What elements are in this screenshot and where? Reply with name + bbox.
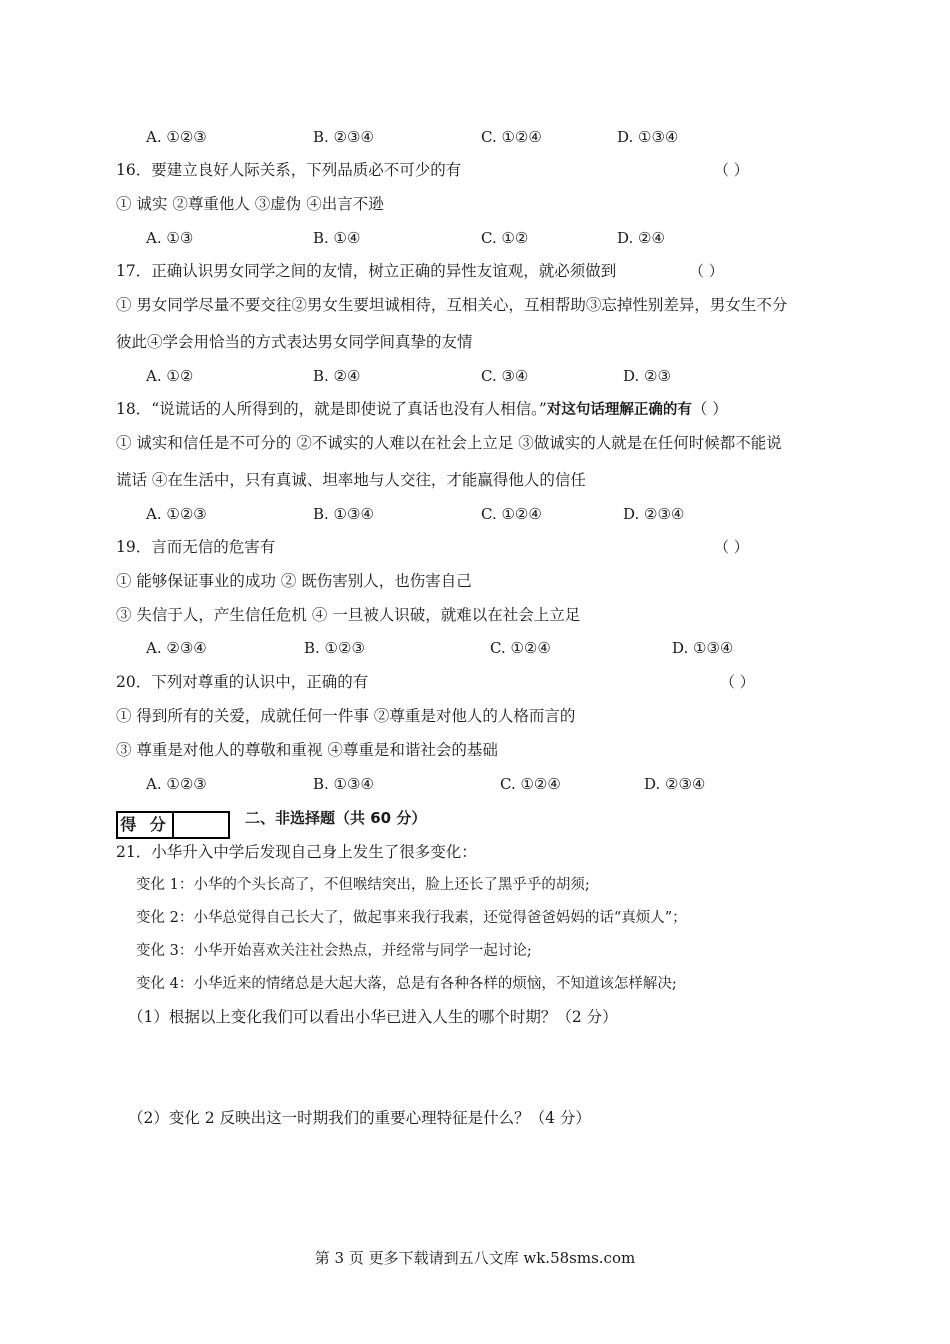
q19-answer-paren: （ ） bbox=[714, 538, 749, 556]
q19-items-line2: ③ 失信于人，产生信任危机 ④ 一旦被人识破，就难以在社会上立足 bbox=[116, 606, 581, 624]
q20-stem: 20．下列对尊重的认识中，正确的有 bbox=[116, 673, 369, 691]
q18-answer-paren: （ ） bbox=[691, 400, 728, 418]
q18-option-c: C. ①②④ bbox=[481, 505, 542, 523]
q19-option-d: D. ①③④ bbox=[672, 639, 734, 657]
q17-option-b: B. ②④ bbox=[313, 367, 361, 385]
q17-option-c: C. ③④ bbox=[481, 367, 529, 385]
q20-option-d: D. ②③④ bbox=[644, 775, 706, 793]
q21-stem: 21．小华升入中学后发现自己身上发生了很多变化： bbox=[116, 843, 477, 861]
q18-items-line1: ① 诚实和信任是不可分的 ②不诚实的人难以在社会上立足 ③做诚实的人就是在任何时候都不能说 bbox=[116, 434, 782, 452]
q18-items-line2: 谎话 ④在生活中，只有真诚、坦率地与人交往，才能赢得他人的信任 bbox=[116, 471, 586, 489]
q15-option-a: A. ①②③ bbox=[146, 128, 207, 146]
q15-option-c: C. ①②④ bbox=[481, 128, 542, 146]
q19-items-line1: ① 能够保证事业的成功 ② 既伤害别人，也伤害自己 bbox=[116, 572, 472, 590]
q21-change-1: 变化 1：小华的个头长高了，不但喉结突出，脸上还长了黑乎乎的胡须; bbox=[136, 877, 590, 893]
q16-option-b: B. ①④ bbox=[313, 229, 361, 247]
q21-change-2: 变化 2：小华总觉得自己长大了，做起事来我行我素，还觉得爸爸妈妈的话“真烦人”； bbox=[136, 910, 687, 926]
q18-stem bbox=[116, 399, 728, 420]
q18-stem-bold: 对这句话理解正确的有 bbox=[546, 402, 692, 418]
section-2-title: 二、非选择题（共 60 分） bbox=[245, 809, 427, 827]
q16-answer-paren: （ ） bbox=[714, 161, 749, 179]
q15-option-b: B. ②③④ bbox=[313, 128, 374, 146]
q18-option-b: B. ①③④ bbox=[313, 505, 374, 523]
page-footer: 第 3 页 更多下载请到五八文库 wk.58sms.com bbox=[314, 1249, 636, 1267]
q16-items: ① 诚实 ②尊重他人 ③虚伪 ④出言不逊 bbox=[116, 195, 384, 213]
q19-option-c: C. ①②④ bbox=[490, 639, 551, 657]
q18-option-a: A. ①②③ bbox=[146, 505, 207, 523]
q17-items-line1: ① 男女同学尽量不要交往②男女生要坦诚相待，互相关心，互相帮助③忘掉性别差异，男女生不分 bbox=[116, 296, 788, 314]
q21-subquestion-2: （2）变化 2 反映出这一时期我们的重要心理特征是什么？（4 分） bbox=[128, 1109, 591, 1127]
q21-subquestion-1: （1）根据以上变化我们可以看出小华已进入人生的哪个时期？（2 分） bbox=[128, 1008, 618, 1026]
score-box bbox=[116, 811, 230, 839]
q20-option-c: C. ①②④ bbox=[500, 775, 561, 793]
q16-option-d: D. ②④ bbox=[617, 229, 665, 247]
q18-option-d: D. ②③④ bbox=[623, 505, 685, 523]
q16-option-c: C. ①② bbox=[481, 229, 529, 247]
q20-option-a: A. ①②③ bbox=[146, 775, 207, 793]
q19-stem: 19．言而无信的危害有 bbox=[116, 538, 276, 556]
q21-change-3: 变化 3：小华开始喜欢关注社会热点，并经常与同学一起讨论; bbox=[136, 943, 532, 959]
q19-option-a: A. ②③④ bbox=[146, 639, 207, 657]
q17-stem: 17．正确认识男女同学之间的友情，树立正确的异性友谊观，就必须做到 bbox=[116, 262, 617, 280]
q18-stem-text: 18．“说谎话的人所得到的，就是即使说了真话也没有人相信。” bbox=[116, 400, 547, 418]
q16-stem: 16．要建立良好人际关系，下列品质必不可少的有 bbox=[116, 161, 462, 179]
q15-option-d: D. ①③④ bbox=[617, 128, 679, 146]
q20-option-b: B. ①③④ bbox=[313, 775, 374, 793]
score-label: 得 分 bbox=[118, 813, 174, 837]
q17-items-line2: 彼此④学会用恰当的方式表达男女同学间真挚的友情 bbox=[116, 333, 473, 351]
q20-answer-paren: （ ） bbox=[720, 673, 755, 691]
q16-option-a: A. ①③ bbox=[146, 229, 194, 247]
q20-items-line2: ③ 尊重是对他人的尊敬和重视 ④尊重是和谐社会的基础 bbox=[116, 741, 498, 759]
q20-items-line1: ① 得到所有的关爱，成就任何一件事 ②尊重是对他人的人格而言的 bbox=[116, 707, 576, 725]
q17-option-a: A. ①② bbox=[146, 367, 194, 385]
q21-change-4: 变化 4：小华近来的情绪总是大起大落，总是有各种各样的烦恼，不知道该怎样解决; bbox=[136, 976, 677, 992]
q17-option-d: D. ②③ bbox=[623, 367, 671, 385]
q19-option-b: B. ①②③ bbox=[304, 639, 365, 657]
q17-answer-paren: （ ） bbox=[689, 262, 724, 280]
